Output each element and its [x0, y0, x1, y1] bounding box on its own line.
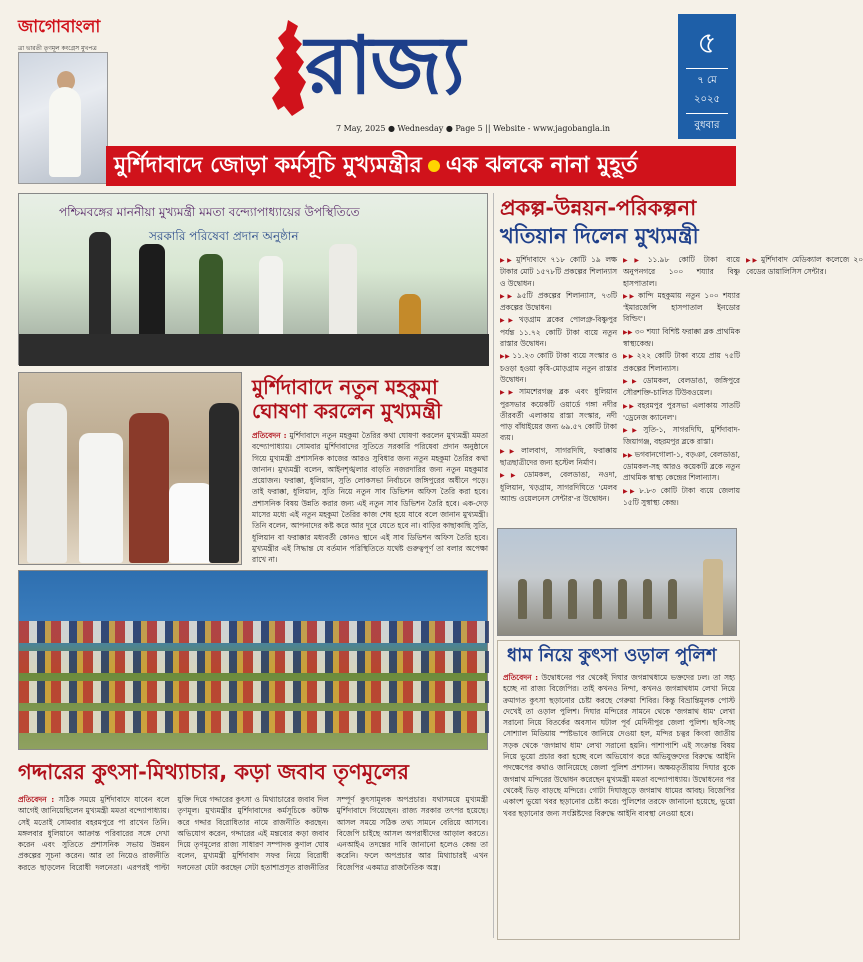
photo-person — [329, 244, 357, 344]
police-photo — [497, 528, 737, 636]
photo-person — [668, 579, 677, 619]
column-divider — [493, 193, 494, 938]
project-bullet-item: ▶▶ ডোমকল, বেলডাঙা, নওদা, ধুলিয়ান, খড়গ্রাম, সাগরদিঘিতে 'মেলব অ্যান্ড ওয়েলনেস সেন্টার'-র উদ্বোধন। — [500, 469, 617, 504]
page-section-title: রাজ্য — [305, 19, 463, 112]
project-bullet-item: ▶▶ ৯৫টি প্রকল্পের শিলান্যাস, ৭৩টি প্রকল্পের উদ্বোধন। — [500, 290, 617, 314]
banner-dot-icon — [428, 160, 440, 172]
photo-person — [543, 579, 552, 619]
project-bullet-item: ▶▶ ডোমকল, বেলডাঙা, জঙ্গিপুরে সৌরশক্তি-চালিত টিউবওয়েল। — [623, 375, 740, 399]
dham-body-text: উদ্বোধনের পর থেকেই দিঘার জগন্নাথধামে ভক্তদের ঢল। তা সহ্য হচ্ছে না রাজ্য বিজেপির। তাই কখনও নিন্দা, কখনও জগন্নাথধাম লেখা নিয়ে ক্রমাগত কুৎসা ছড়ানোর চেষ্টা করছে গেরুয়া শিবির। কিন্তু বিভ্রান্তিমূলক পোস্ট দেখেই তা ওড়াল পুলিশ। দিঘার মন্দিরের সামনে থেকে 'জগন্নাথ ধাম' লেখা সরানো নিয়ে বিতর্কের অবসান ঘটাল পূর্ব মেদিনীপুর জেলা পুলিশ। ছবি-সহ সোশ্যাল মিডিয়ায় স্পষ্টভাবে জানিয়ে দেওয়া হল, মন্দির চত্বর কিংবা জাতীয় সড়ক থেকে 'জগন্নাথ ধাম' লেখা সরানো হয়নি। পাশাপাশি এই সংক্রান্ত বিষয় নিয়ে ভুয়ো প্রচার করা হচ্ছে বলে অভিযোগ করে অভিযুক্তদের বিরুদ্ধে আইনি পদক্ষেপের কথাও জানিয়েছে জেলা পুলিশ প্রশাসন। অক্ষয়তৃতীয়ায় দিঘার বুকে জগন্নাথ মন্দিরের উদ্বোধন করেছেন মুখ্যমন্ত্রী মমতা বন্দ্যোপাধ্যায়। উদ্বোধনের পর থেকেই ভিড় বাড়ছে মন্দিরে। গোটা দিঘাজুড়ে জগন্নাথ ধামের আবহ। বিজেপির একাংশ ভুয়ো খবর ছড়ানোর চেষ্টা করে। পুলিশের তরফে জানানো হয়েছে, ভুয়ো খবর ছড়ানোর জন্য সংশ্লিষ্টদের বিরুদ্ধে আইনি ব্যবস্থা নেওয়া হবে। — [503, 673, 735, 818]
project-bullet-item: ▶▶ ভগবানগোলা-১, বড়ঞা, বেলডাঙা, ডোমকল-সহ আরও কয়েকটি ব্লকে নতুন প্রাথমিক স্বাস্থ্য কেন্দ্রের শিলান্যাস। — [623, 449, 740, 484]
projects-headline-line2: খতিয়ান দিলেন মুখ্যমন্ত্রী — [500, 224, 699, 248]
audience-row — [19, 621, 489, 643]
photo-person — [259, 256, 283, 344]
brand-block — [18, 14, 128, 54]
dham-headline: ধাম নিয়ে কুৎসা ওড়াল পুলিশ — [507, 645, 717, 666]
date-divider — [686, 113, 728, 114]
stage-sign-line2: সরকারি পরিষেবা প্রদান অনুষ্ঠান — [149, 229, 299, 243]
audience-row — [19, 681, 489, 703]
project-bullet-item: ▶▶ সামশেরগঞ্জ ব্লক এবং ধুলিয়ান পুরসভার কয়েকটি ওয়ার্ডে গঙ্গা নদীর তীরবর্তী এলাকায় রাস্তা সংস্কার, নদী পাড় বাঁধাইয়ের জন্য ৬৯.৫৭ কোটি টাকা ব্যয়। — [500, 386, 617, 443]
photo-person — [568, 579, 577, 619]
subdivision-body — [252, 430, 488, 565]
banner-left-text: মুর্শিদাবাদে জোড়া কর্মসূচি মুখ্যমন্ত্রীর — [114, 153, 422, 178]
project-bullet-item: ▶▶ ৮.৮৩ কোটি টাকা ব্যয়ে জেলায় ১৫টি সুস্বাস্থ্য কেন্দ্র। — [623, 485, 740, 509]
page-number: ৫ — [697, 26, 717, 61]
photo-figure-body — [49, 87, 81, 177]
date-divider — [686, 68, 728, 69]
brand-tagline: ত্রা ভারতী তৃণমূল কংগ্রেস মুখপত্র — [18, 45, 97, 52]
audience-row — [19, 651, 489, 673]
photo-person — [209, 403, 239, 563]
photo-person — [643, 579, 652, 619]
project-bullet-item: ▶▶ মুর্শিদাবাদে ৭১৮ কোটি ১৯ লক্ষ টাকার মোট ১৫৭৮টি প্রকল্পের শিলান্যাস ও উদ্বোধন। — [500, 254, 617, 289]
project-bullet-item: ▶▶ ১১.৯৮ কোটি টাকা ব্যয়ে অনুপনগরে ১০০ শয্যার বিষ্ণু হাসপাতাল। — [623, 254, 740, 289]
project-bullet-item: ▶▶ লালবাগ, সাগরদিঘি, ফরাক্কায় ছাত্রছাত্রীদের জন্য হস্টেল নির্মাণ। — [500, 445, 617, 469]
masthead — [0, 0, 750, 145]
photo-person — [199, 254, 223, 344]
audience-row — [19, 711, 489, 733]
bottom-body — [18, 794, 488, 944]
banner-right-text: এক ঝলকে নানা মুহূর্ত — [445, 153, 638, 178]
project-bullet-item: ▶▶ মুর্শিদাবাদ মেডিক্যাল কলেজে ২০ বেডের ডায়ালিসিস সেন্টার। — [746, 254, 863, 278]
bottom-body-text: সঠিক সময়ে মুর্শিদাবাদে যাবেন বলে আগেই জানিয়েছিলেন মুখ্যমন্ত্রী মমতা বন্দ্যোপাধ্যায়। সেই মতোই সোমবার বহরমপুরে পা রাখেন তিনি। মঙ্গলবার ধুলিয়ানে আক্রান্ত পরিবারের সঙ্গে দেখা করেন এবং সুতিতে প্রশাসনিক সভায় উন্নয়ন প্রকল্পের সূচনা করেন। আর তা নিয়েও রাজনীতি করতে ছাড়লেন বিরোধী দলনেতা। এরপরই পাল্টা যুক্তি দিয়ে গদ্দারের কুৎসা ও মিথ্যাচারের জবাব দিল তৃণমূল। মুখ্যমন্ত্রীর মুর্শিদাবাদের কর্মসূচিকে কটাক্ষ করে গদ্দার বিরোধিতার নামে রাজনীতি করছেন। অভিযোগ করেন, গদ্দারের এই মন্তব্যের কড়া জবাব দিয়ে তৃণমূলের রাজ্য সাধারণ সম্পাদক কুণাল ঘোষ বলেন, মুখ্যমন্ত্রী মুর্শিদাবাদ সফর নিয়ে বিরোধী দলনেতা যেটা করছেন সেটা হতাশাপ্রসূত রাজনীতির সম্পূর্ণ কুৎসামূলক অপপ্রচার। যথাসময়ে মুখ্যমন্ত্রী মুর্শিদাবাদে গিয়েছেন। রাজ্য সরকার তৎপর হয়েছে। আসল সময়ে সঠিক তথ্য সামনে বেরিয়ে আসবে। বিজেপি চাইছে আসল অপরাধীদের আড়াল করতে। এনআইএ তদন্তের দাবি জানানো হলেও কেন্দ্র তা করেনি। ফলে অপপ্রচার আর মিথ্যাচারই এখন বিজেপির একমাত্র রাজনৈতিক অস্ত্র। — [18, 795, 488, 872]
project-bullet-item: ▶▶ খড়গ্রাম ব্লকের পোলগ্রু-বিষ্ণুপুর পর্যন্ত ১১.৭২ কোটি টাকা ব্যয়ে নতুন রাস্তার উদ্বোধন। — [500, 314, 617, 349]
dham-lead: প্রতিবেদন : — [503, 673, 539, 682]
date-weekday: বুধবার — [694, 120, 720, 131]
photo-person — [89, 232, 111, 342]
bottom-lead: প্রতিবেদন : — [18, 795, 55, 804]
stage-sign-line1: পশ্চিমবঙ্গের মাননীয়া মুখ্যমন্ত্রী মমতা বন্দ্যোপাধ্যায়ের উপস্থিতিতে — [59, 205, 360, 219]
project-bullet-item: ▶▶ ২২২ কোটি টাকা ব্যয়ে প্রায় ৭৫টি প্রকল্পের শিলান্যাস। — [623, 350, 740, 374]
bottom-headline: গদ্দারের কুৎসা-মিথ্যাচার, কড়া জবাব তৃণমূলের — [18, 760, 409, 784]
audience-photo — [18, 570, 488, 750]
stage-front — [19, 334, 489, 366]
event-stage-photo — [18, 193, 488, 365]
photo-person — [139, 244, 165, 344]
project-bullet-item: ▶▶ সুতি-১, সাগরদিঘি, মুর্শিদাবাদ-জিয়াগঞ্জ, বহরমপুর ব্লকে রাস্তা। — [623, 424, 740, 448]
masthead-photo — [18, 52, 108, 184]
project-bullet-item: ▶▶ কান্দি মহকুমায় নতুন ১০০ শয্যার 'ইমারজেন্সি হাসপাতাল ইনডোর বিল্ডিং'। — [623, 290, 740, 325]
photo-person — [27, 403, 67, 563]
subdivision-headline — [252, 375, 492, 423]
photo-person — [79, 433, 123, 563]
project-bullet-item: ▶▶ ৩০ শয্যা বিশিষ্ট ফরাক্কা ব্লক প্রাথমিক স্বাস্থ্যকেন্দ্র। — [623, 326, 740, 350]
brand-name: জাগোবাংলা — [18, 17, 101, 37]
projects-bullet-list — [500, 254, 863, 524]
cm-with-child-photo — [18, 372, 242, 565]
photo-person — [518, 579, 527, 619]
date-year: ২০২৫ — [694, 94, 720, 105]
dateline: 7 May, 2025 ● Wednesday ● Page 5 || Website - www.jagobangla.in — [335, 124, 611, 133]
photo-person — [593, 579, 602, 619]
project-bullet-item: ▶▶ বহরমপুর পুরসভা এলাকায় সাতটি 'ড্রেনেজ ক্যানেল'। — [623, 400, 740, 424]
subdivision-lead: প্রতিবেদন : — [252, 431, 287, 440]
date-day-month: ৭ মে — [697, 75, 717, 86]
subdivision-headline-line2: ঘোষণা করলেন মুখ্যমন্ত্রী — [252, 399, 442, 423]
photo-person — [129, 413, 169, 563]
projects-headline-line1: প্রকল্প-উন্নয়ন-পরিকল্পনা — [500, 196, 697, 220]
dham-body — [503, 672, 735, 934]
photo-person — [618, 579, 627, 619]
top-banner — [106, 146, 736, 186]
date-box — [678, 14, 736, 139]
subdivision-body-text: মুর্শিদাবাদে নতুন মহকুমা তৈরির কথা ঘোষণা করলেন মুখ্যমন্ত্রী মমতা বন্দ্যোপাধ্যায়। সোমবার মুর্শিদাবাদের সুতিতে সরকারি পরিষেবা প্রদান অনুষ্ঠানে গিয়ে মুখ্যমন্ত্রী প্রশাসনিক কাজের আরও সুবিধার জন্য নতুন মহকুমা তৈরির কথা জানান। মুখ্যমন্ত্রী বলেন, আইনশৃঙ্খলার বাড়তি নজরদারির জন্য নতুন মহকুমার প্রয়োজন। ফরাক্কা, ধুলিয়ান, সুতি লোকসভা নির্বাচনে জঙ্গিপুরের অধীনে পড়ে। তাই ফরাক্কা, ধুলিয়ান, সুতি নিয়ে নতুন সাব ডিভিশন অফিস তৈরি করা হবে। প্রশাসনিক বিষয় উন্নতি করার জন্য এই নতুন সাব ডিভিশন তৈরি হবে। এক-দেড় মাসের মধ্যে এই নতুন মহকুমা তৈরির কাজ শেষ হয়ে যাবে বলে জানান মুখ্যমন্ত্রী। তিনি বলেন, আপনাদের কষ্ট করে আর দূরে যেতে হবে না। বাড়ির কাছাকাছি সুতি, ধুলিয়ান বা ফরাক্কার মধ্যবর্তী কোনও স্থানে এই সাব ডিভিশন অফিস তৈরি হবে। মুখ্যমন্ত্রীর এই সিদ্ধান্ত যে বর্তমান পরিস্থিতিতে যথেষ্ট গুরুত্বপূর্ণ তা বলার অপেক্ষা রাখে না। — [252, 431, 488, 565]
subdivision-headline-line1: মুর্শিদাবাদে নতুন মহকুমা — [252, 375, 438, 399]
project-bullet-item: ▶▶ ১১.২৩ কোটি টাকা ব্যয়ে সংস্কার ও চওড়া হওয়া কৃষি-মোড়গ্রাম নতুন রাস্তার উদ্বোধন। — [500, 350, 617, 385]
photo-person — [703, 559, 723, 635]
photo-person — [169, 483, 213, 563]
